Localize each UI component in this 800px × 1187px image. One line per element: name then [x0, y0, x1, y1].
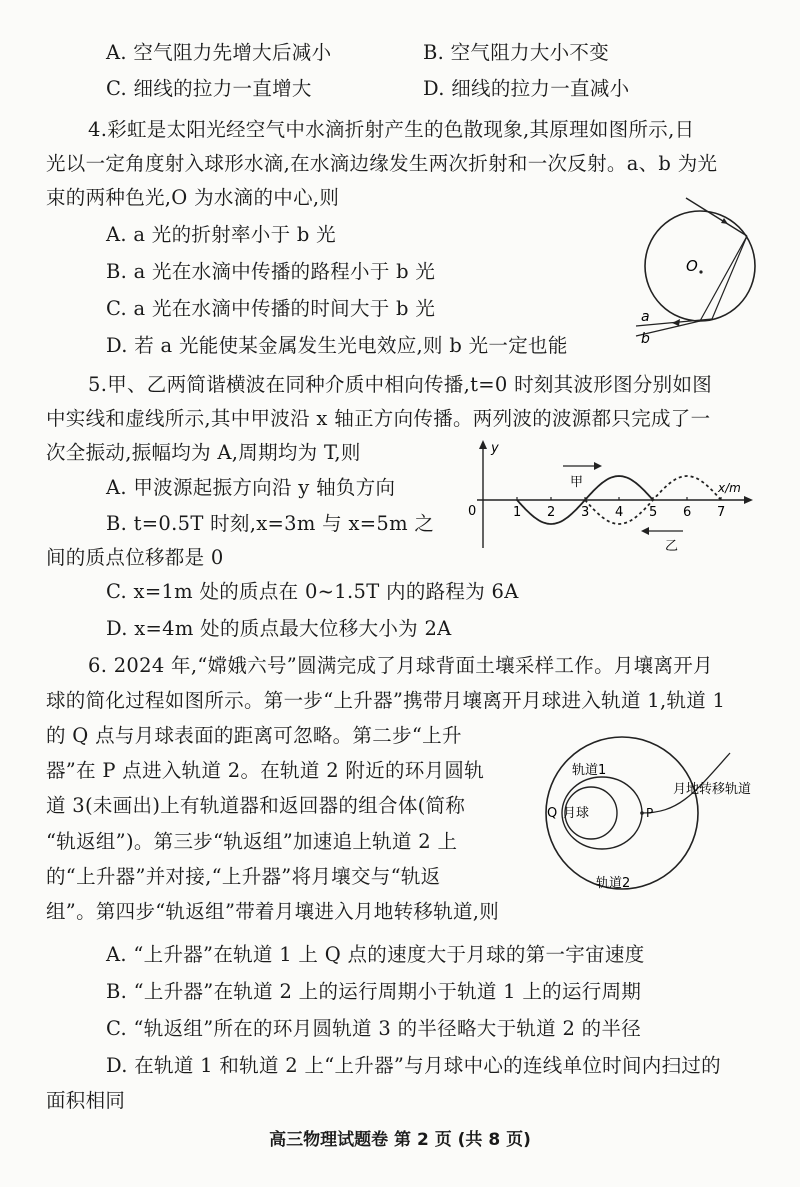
q6-option-a: A. “上升器”在轨道 1 上 Q 点的速度大于月球的第一宇宙速度: [106, 943, 645, 966]
x-tick-label: 2: [547, 505, 556, 520]
exit-arrow: [672, 319, 680, 326]
q6-stem-line4: 器”在 P 点进入轨道 2。在轨道 2 附近的环月圆轨: [46, 759, 484, 782]
x-tick-label: 4: [615, 505, 624, 520]
x-axis-arrow: [744, 496, 753, 504]
q3-option-d: D. 细线的拉力一直减小: [423, 77, 630, 100]
q5-option-a: A. 甲波源起振方向沿 y 轴负方向: [106, 476, 396, 499]
point-p-dot: [640, 811, 644, 815]
q6-option-c: C. “轨返组”所在的环月圆轨道 3 的半径略大于轨道 2 的半径: [106, 1017, 642, 1040]
point-q-label: Q: [547, 806, 558, 821]
moon-label: 月球: [563, 806, 590, 821]
q6-stem-line6: “轨返组”)。第三步“轨返组”加速追上轨道 2 上: [46, 830, 458, 853]
q6-stem-line8: 组”。第四步“轨返组”带着月壤进入月地转移轨道,则: [46, 900, 500, 923]
q5-option-d: D. x=4m 处的质点最大位移大小为 2A: [106, 617, 452, 640]
q6-option-d-line2: 面积相同: [46, 1089, 126, 1112]
q6-option-b: B. “上升器”在轨道 2 上的运行周期小于轨道 1 上的运行周期: [106, 980, 642, 1003]
center-point: [699, 270, 702, 273]
q3-option-a: A. 空气阻力先增大后减小: [106, 41, 332, 64]
page-footer: 高三物理试题卷 第 2 页 (共 8 页): [269, 1130, 531, 1150]
q5-option-b-line1: B. t=0.5T 时刻,x=3m 与 x=5m 之: [106, 512, 435, 535]
q4-option-a: A. a 光的折射率小于 b 光: [106, 223, 336, 246]
q5-stem-line1: 5.甲、乙两简谐横波在同种介质中相向传播,t=0 时刻其波形图分别如图: [88, 373, 713, 396]
q6-stem-line5: 道 3(未画出)上有轨道器和返回器的组合体(简称: [46, 794, 466, 817]
orbit-figure: [518, 735, 763, 895]
x-tick-label: 7: [717, 505, 726, 520]
x-tick-label: 1: [513, 505, 522, 520]
q3-option-c: C. 细线的拉力一直增大: [106, 77, 312, 100]
wave-jia-label: 甲: [570, 475, 584, 490]
q6-stem-line3: 的 Q 点与月球表面的距离可忽略。第二步“上升: [46, 724, 462, 747]
water-drop-circle: [645, 211, 755, 321]
yi-arrow-head: [641, 527, 649, 535]
incident-ray: [686, 198, 747, 236]
center-label: O: [686, 257, 698, 275]
q5-stem-line2: 中实线和虚线所示,其中甲波沿 x 轴正方向传播。两列波的波源都只完成了一: [46, 407, 711, 430]
x-tick-label: 5: [649, 505, 658, 520]
q4-stem-line2: 光以一定角度射入球形水滴,在水滴边缘发生两次折射和一次反射。a、b 为光: [46, 152, 718, 175]
y-axis-arrow: [479, 440, 487, 449]
x-tick-label: 3: [581, 505, 590, 520]
q4-option-c: C. a 光在水滴中传播的时间大于 b 光: [106, 297, 436, 320]
q5-option-b-line2: 间的质点位移都是 0: [46, 546, 224, 569]
refracted-ray-a: [712, 236, 747, 319]
y-axis-label: y: [491, 441, 499, 456]
orbit2-label: 轨道2: [596, 876, 631, 891]
q6-stem-line7: 的“上升器”并对接,“上升器”将月壤交与“轨返: [46, 865, 441, 888]
raindrop-figure: [600, 190, 775, 350]
refracted-ray-b: [700, 236, 747, 321]
q4-option-b: B. a 光在水滴中传播的路程小于 b 光: [106, 260, 436, 283]
q5-option-c: C. x=1m 处的质点在 0~1.5T 内的路程为 6A: [106, 580, 519, 603]
q4-stem-line1: 4.彩虹是太阳光经空气中水滴折射产生的色散现象,其原理如图所示,日: [88, 118, 695, 141]
q4-option-d: D. 若 a 光能使某金属发生光电效应,则 b 光一定也能: [106, 334, 568, 357]
q3-option-b: B. 空气阻力大小不变: [423, 41, 610, 64]
q5-stem-line3: 次全振动,振幅均为 A,周期均为 T,则: [46, 441, 361, 464]
wave-figure: [465, 438, 755, 553]
x-tick-label: 6: [683, 505, 692, 520]
ray-label-a: a: [641, 309, 650, 325]
q6-option-d-line1: D. 在轨道 1 和轨道 2 上“上升器”与月球中心的连线单位时间内扫过的: [106, 1054, 721, 1077]
q4-stem-line3: 束的两种色光,O 为水滴的中心,则: [46, 186, 340, 209]
q6-stem-line1: 6. 2024 年,“嫦娥六号”圆满完成了月球背面土壤采样工作。月壤离开月: [88, 654, 713, 677]
x-axis-label: x/m: [718, 481, 741, 495]
ray-label-b: b: [641, 331, 650, 347]
transfer-orbit-label: 月地转移轨道: [673, 782, 752, 797]
q6-stem-line2: 球的简化过程如图所示。第一步“上升器”携带月壤离开月球进入轨道 1,轨道 1: [46, 689, 726, 712]
point-p-label: P: [646, 806, 654, 820]
orbit1-label: 轨道1: [572, 763, 607, 778]
origin-label: 0: [468, 504, 477, 519]
wave-yi-label: 乙: [665, 539, 679, 553]
jia-arrow-head: [594, 462, 602, 470]
